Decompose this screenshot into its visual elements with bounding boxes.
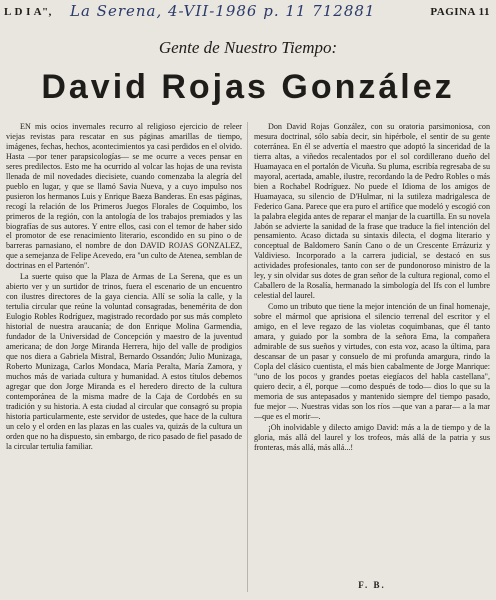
paragraph: ¡Oh inolvidable y dilecto amigo David: más a la de tiempo y de la gloria, más allá del laurel y los trofeos, más allá de la patria y sus fronteras, más allá, más allá...! xyxy=(254,422,490,452)
paragraph: EN mis ocios invernales recurro al religioso ejercicio de releer viejas revistas para rescatar en sus páginas amarillas de tiempo, imágenes, fechas, hechos, acontecimientos ya casi perdidos en el olvido. Hasta —por tener parapsicologías— se me ocurre a veces pensar en seres predilectos. Esto me ha ocurrido al volcar las hojas de una revista llenada de mil novedades diecisiete, cuando comenzaba la alegría del pueblo en lugar, y que se llamó Savia Nueva, y a cuyo impulso nos pusieron los hermanos Luis y Enrique Baeza Banderas. En esas páginas, recogí la relación de los Primeros Juegos Florales de Coquimbo, los primeros de la región, con la antología de los trabajos premiados y las biografías de sus autores. Y entre ellos, casi con el temor de haber sido el promotor de ese renacimiento literario, escondido en su pino o de barreras parnasiano, el nombre de don DAVID ROJAS GONZALEZ, que a semejanza de Felipe Acevedo, era "un culto de Atenea, semblan de doctrinas en el Partenón". xyxy=(6,122,242,271)
author-signature: F. B. xyxy=(358,580,386,590)
column-divider xyxy=(247,122,248,592)
handwritten-annotation: La Serena, 4-VII-1986 p. 11 712881 xyxy=(70,2,376,20)
section-kicker: Gente de Nuestro Tiempo: xyxy=(158,38,338,57)
page-header xyxy=(0,0,496,24)
article-column-left xyxy=(6,122,242,592)
article-title: David Rojas González xyxy=(41,68,455,106)
paragraph: La suerte quiso que la Plaza de Armas de La Serena, que es un abierto ver y un surtidor de trinos, fuera el escenario de un encuentro con ilustres directores de la gaya ciencia. Allí se solía la calle, y la tertulia circular que reúne la voluntad consagradas, benemérita de don Eulogio Robles Rodríguez, magistrado recordado por sus más completo historial de nuestra araucanía; de don Enrique Molina Garmendia, fundador de la Universidad de Concepción y maestro de la juventud americana; de don Jorge Miranda Herrera, hijo del valle de prodigios que nos diera a Gabriela Mistral, Bernardo Ossandón; Julio Munizaga, Roberto Munizaga, Carlos Mondaca, María Peralta, María Zamora, y muchos más de variada cultura y humanidad. A estos títulos debemos agregar que don Jorge Miranda es el heredero directo de la cultura contemporánea de la misma madre de la Caja de Cordobés en su tradición y su historia. A esta ciudad al circular que consagró su propia historia particularmente, este servidor de ustedes, que hace de la cultura un celo y el orden en las plazas en las cuales va, quizás de la cultura un orden que no ha dispuesto, sin embargo, de rico pasado de fiel pasado de la circular tertulia familiar. xyxy=(6,272,242,451)
page-number: PAGINA 11 xyxy=(430,6,490,18)
paragraph: Don David Rojas González, con su oratoria parsimoniosa, con mesura doctrinal, sólo sabía decir, sin hipérbole, el sentir de su gente coterránea. En él se advertía el maestro que adoptó la sinceridad de la tierra altas, a viñedos recalentados por el sol cordillerano dueño del Huamayaca en el portalón de Vicuña. Su pluma, escribía regresaba de su mayoral, acertada, amable, ilustre, recordando la de Pedro Robles o más bien a Rochabel Rodríguez. No puede el Idioma de los amigos de Huamayaca, su silencio de D'Hulmar, ni la sutileza madrigalesca de Federico Gana. Parece que era puro el artífice que modeló y escogió con la palabra elegida antes de reparar el manjar de la cuartilla. En su novela Jabón se advierte la sanidad de la frase que traduce la fiel intención del pensamiento. Acaso dictada su sintaxis dilecta, el dogma literario y conceptual de Baldomero Sanín Cano o de un Crescente Errázuriz y Valdivieso. Incorporado a la carrera judicial, se destacó en sus actividades profesionales, tanto con ser de pundonoroso ministro de la ley, y sin olvidar sus dotes de gran señor de la cultura regional, como el Caballero de la Rosalía, hermanado la simbología del Ifs con el lumbre celestial del laurel. xyxy=(254,122,490,301)
newspaper-name: L D I A", xyxy=(4,6,52,18)
article-column-right xyxy=(254,122,490,576)
paragraph: Como un tributo que tiene la mejor intención de un final homenaje, sobre el mármol que aprisiona el silencio terrenal del escritor y el amigo, en el leve regazo de las violetas coquimbanas, que él tanto amara, y guiado por la sombra de la señora Ema, la compañera admirable de sus sueños y virtudes, con esta voz, acaso la última, para descansar de un pasar y consuelo de mi profunda amargura, rindo la Copla del clásico cuentista, el más bien cabalmente de Jorge Manrique: "uno de los pocos y grandes poetas eiegíacos del habla castellana", quiero decir, a él, porque —como después de todo— dios lo que su la memoria de sus antepasados y mantenido siempre del tiempo pasado, fue mejor —. Nuestras vidas son los ríos —que van a parar— a la mar —que es el morir—. xyxy=(254,302,490,421)
